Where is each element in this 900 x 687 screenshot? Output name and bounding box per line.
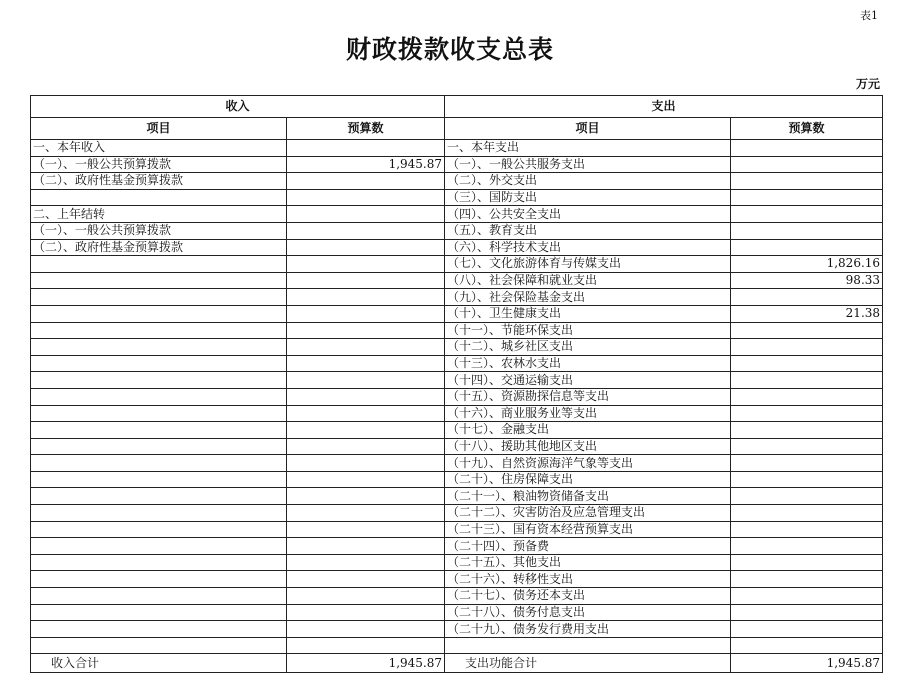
income-item-cell bbox=[31, 372, 287, 389]
income-item-cell bbox=[31, 455, 287, 472]
income-amount-cell bbox=[287, 505, 445, 522]
income-budget-header: 预算数 bbox=[287, 118, 445, 140]
expense-section-header: 支出 bbox=[445, 96, 883, 118]
expense-item-cell: （十二）、城乡社区支出 bbox=[445, 339, 731, 356]
expense-amount-cell bbox=[731, 637, 883, 654]
income-item-cell bbox=[31, 388, 287, 405]
table-row bbox=[31, 289, 883, 306]
income-section-header: 收入 bbox=[31, 96, 445, 118]
expense-item-cell: （二十一）、粮油物资储备支出 bbox=[445, 488, 731, 505]
table-row bbox=[31, 372, 883, 389]
income-amount-cell bbox=[287, 289, 445, 306]
expense-budget-header: 预算数 bbox=[731, 118, 883, 140]
table-row bbox=[31, 355, 883, 372]
expense-item-cell: （一）、一般公共服务支出 bbox=[445, 156, 731, 173]
income-amount-cell bbox=[287, 521, 445, 538]
income-amount-cell bbox=[287, 538, 445, 555]
income-amount-cell bbox=[287, 206, 445, 223]
income-item-cell bbox=[31, 405, 287, 422]
table-row bbox=[31, 621, 883, 638]
expense-item-cell: （七）、文化旅游体育与传媒支出 bbox=[445, 256, 731, 273]
expense-item-cell: （六）、科学技术支出 bbox=[445, 239, 731, 256]
expense-item-cell: （十）、卫生健康支出 bbox=[445, 305, 731, 322]
income-item-cell bbox=[31, 471, 287, 488]
page-title: 财政拨款收支总表 bbox=[345, 35, 554, 64]
expense-amount-cell bbox=[731, 588, 883, 605]
income-amount-cell bbox=[287, 256, 445, 273]
income-amount-cell bbox=[287, 140, 445, 157]
table-row bbox=[31, 438, 883, 455]
income-item-cell bbox=[31, 637, 287, 654]
table-row bbox=[31, 505, 883, 522]
expense-item-cell: （十七）、金融支出 bbox=[445, 422, 731, 439]
expense-item-cell: （二十七）、债务还本支出 bbox=[445, 588, 731, 605]
totals-row bbox=[31, 654, 883, 673]
table-row bbox=[31, 140, 883, 157]
expense-amount-cell bbox=[731, 471, 883, 488]
income-total-amount: 1,945.87 bbox=[287, 654, 445, 673]
income-item-cell bbox=[31, 305, 287, 322]
expense-amount-cell bbox=[731, 521, 883, 538]
income-amount-cell bbox=[287, 222, 445, 239]
expense-total-label: 支出功能合计 bbox=[445, 654, 731, 673]
income-amount-cell bbox=[287, 355, 445, 372]
table-row bbox=[31, 156, 883, 173]
income-item-cell bbox=[31, 272, 287, 289]
expense-amount-cell bbox=[731, 222, 883, 239]
expense-amount-cell bbox=[731, 355, 883, 372]
expense-amount-cell bbox=[731, 604, 883, 621]
income-item-cell: 二、上年结转 bbox=[31, 206, 287, 223]
table-row bbox=[31, 206, 883, 223]
income-amount-cell bbox=[287, 471, 445, 488]
income-amount-cell bbox=[287, 339, 445, 356]
expense-amount-cell bbox=[731, 388, 883, 405]
expense-amount-cell: 1,826.16 bbox=[731, 256, 883, 273]
expense-amount-cell bbox=[731, 554, 883, 571]
expense-item-cell: （九）、社会保险基金支出 bbox=[445, 289, 731, 306]
expense-amount-cell bbox=[731, 488, 883, 505]
table-row bbox=[31, 322, 883, 339]
expense-amount-cell bbox=[731, 405, 883, 422]
expense-amount-cell bbox=[731, 455, 883, 472]
expense-item-cell: 一、本年支出 bbox=[445, 140, 731, 157]
expense-amount-cell: 98.33 bbox=[731, 272, 883, 289]
income-item-cell bbox=[31, 505, 287, 522]
income-item-cell bbox=[31, 554, 287, 571]
expense-item-cell: （十六）、商业服务业等支出 bbox=[445, 405, 731, 422]
table-row bbox=[31, 554, 883, 571]
income-amount-cell: 1,945.87 bbox=[287, 156, 445, 173]
income-amount-cell bbox=[287, 571, 445, 588]
expense-item-cell: （二十五）、其他支出 bbox=[445, 554, 731, 571]
table-row bbox=[31, 571, 883, 588]
table-row bbox=[31, 538, 883, 555]
expense-amount-cell bbox=[731, 322, 883, 339]
expense-item-cell: （十九）、自然资源海洋气象等支出 bbox=[445, 455, 731, 472]
income-total-label: 收入合计 bbox=[31, 654, 287, 673]
income-amount-cell bbox=[287, 621, 445, 638]
table-row bbox=[31, 637, 883, 654]
income-amount-cell bbox=[287, 189, 445, 206]
expense-item-cell: （十八）、援助其他地区支出 bbox=[445, 438, 731, 455]
table-row bbox=[31, 588, 883, 605]
expense-item-cell: （十一）、节能环保支出 bbox=[445, 322, 731, 339]
income-item-cell bbox=[31, 604, 287, 621]
income-amount-cell bbox=[287, 637, 445, 654]
expense-item-header: 项目 bbox=[445, 118, 731, 140]
table-row bbox=[31, 455, 883, 472]
expense-amount-cell bbox=[731, 505, 883, 522]
table-row bbox=[31, 471, 883, 488]
expense-amount-cell bbox=[731, 538, 883, 555]
income-item-cell bbox=[31, 289, 287, 306]
income-amount-cell bbox=[287, 305, 445, 322]
expense-amount-cell bbox=[731, 189, 883, 206]
expense-amount-cell bbox=[731, 438, 883, 455]
expense-item-cell: （二十九）、债务发行费用支出 bbox=[445, 621, 731, 638]
expense-item-cell bbox=[445, 637, 731, 654]
income-amount-cell bbox=[287, 405, 445, 422]
expense-item-cell: （三）、国防支出 bbox=[445, 189, 731, 206]
budget-table bbox=[30, 95, 883, 673]
income-item-cell bbox=[31, 521, 287, 538]
table-row bbox=[31, 189, 883, 206]
income-amount-cell bbox=[287, 372, 445, 389]
income-item-cell bbox=[31, 538, 287, 555]
income-item-cell: （一）、一般公共预算拨款 bbox=[31, 156, 287, 173]
expense-amount-cell bbox=[731, 156, 883, 173]
income-item-cell bbox=[31, 438, 287, 455]
expense-item-cell: （二十二）、灾害防治及应急管理支出 bbox=[445, 505, 731, 522]
table-row bbox=[31, 604, 883, 621]
table-row bbox=[31, 521, 883, 538]
expense-item-cell: （二十）、住房保障支出 bbox=[445, 471, 731, 488]
expense-amount-cell bbox=[731, 422, 883, 439]
income-amount-cell bbox=[287, 554, 445, 571]
income-item-cell bbox=[31, 355, 287, 372]
table-row bbox=[31, 422, 883, 439]
table-row bbox=[31, 388, 883, 405]
income-item-header: 项目 bbox=[31, 118, 287, 140]
expense-item-cell: （二十六）、转移性支出 bbox=[445, 571, 731, 588]
expense-item-cell: （二）、外交支出 bbox=[445, 173, 731, 190]
income-amount-cell bbox=[287, 388, 445, 405]
expense-amount-cell bbox=[731, 140, 883, 157]
expense-item-cell: （二十三）、国有资本经营预算支出 bbox=[445, 521, 731, 538]
column-header-row bbox=[31, 118, 883, 140]
table-row bbox=[31, 339, 883, 356]
expense-amount-cell bbox=[731, 621, 883, 638]
expense-total-amount: 1,945.87 bbox=[731, 654, 883, 673]
income-amount-cell bbox=[287, 422, 445, 439]
income-item-cell: （一）、一般公共预算拨款 bbox=[31, 222, 287, 239]
income-item-cell bbox=[31, 322, 287, 339]
income-amount-cell bbox=[287, 455, 445, 472]
table-row bbox=[31, 272, 883, 289]
expense-amount-cell bbox=[731, 571, 883, 588]
expense-amount-cell bbox=[731, 339, 883, 356]
table-row bbox=[31, 256, 883, 273]
income-item-cell bbox=[31, 588, 287, 605]
table-number: 表1 bbox=[860, 9, 878, 22]
expense-amount-cell bbox=[731, 372, 883, 389]
income-item-cell: 一、本年收入 bbox=[31, 140, 287, 157]
income-item-cell: （二）、政府性基金预算拨款 bbox=[31, 173, 287, 190]
income-item-cell bbox=[31, 488, 287, 505]
income-amount-cell bbox=[287, 488, 445, 505]
income-item-cell bbox=[31, 621, 287, 638]
table-row bbox=[31, 488, 883, 505]
income-amount-cell bbox=[287, 173, 445, 190]
income-item-cell bbox=[31, 571, 287, 588]
income-amount-cell bbox=[287, 604, 445, 621]
expense-amount-cell bbox=[731, 173, 883, 190]
expense-amount-cell: 21.38 bbox=[731, 305, 883, 322]
income-amount-cell bbox=[287, 588, 445, 605]
table-row bbox=[31, 239, 883, 256]
expense-item-cell: （十四）、交通运输支出 bbox=[445, 372, 731, 389]
table-row bbox=[31, 173, 883, 190]
income-item-cell bbox=[31, 339, 287, 356]
section-header-row bbox=[31, 96, 883, 118]
expense-amount-cell bbox=[731, 289, 883, 306]
expense-item-cell: （十五）、资源勘探信息等支出 bbox=[445, 388, 731, 405]
income-amount-cell bbox=[287, 272, 445, 289]
expense-item-cell: （四）、公共安全支出 bbox=[445, 206, 731, 223]
expense-item-cell: （二十四）、预备费 bbox=[445, 538, 731, 555]
expense-amount-cell bbox=[731, 206, 883, 223]
expense-item-cell: （八）、社会保障和就业支出 bbox=[445, 272, 731, 289]
income-amount-cell bbox=[287, 322, 445, 339]
expense-amount-cell bbox=[731, 239, 883, 256]
table-row bbox=[31, 222, 883, 239]
table-row bbox=[31, 405, 883, 422]
income-amount-cell bbox=[287, 438, 445, 455]
income-item-cell bbox=[31, 422, 287, 439]
income-item-cell: （二）、政府性基金预算拨款 bbox=[31, 239, 287, 256]
expense-item-cell: （二十八）、债务付息支出 bbox=[445, 604, 731, 621]
expense-item-cell: （十三）、农林水支出 bbox=[445, 355, 731, 372]
table-row bbox=[31, 305, 883, 322]
expense-item-cell: （五）、教育支出 bbox=[445, 222, 731, 239]
income-item-cell bbox=[31, 189, 287, 206]
unit-label: 万元 bbox=[855, 77, 880, 91]
income-item-cell bbox=[31, 256, 287, 273]
income-amount-cell bbox=[287, 239, 445, 256]
